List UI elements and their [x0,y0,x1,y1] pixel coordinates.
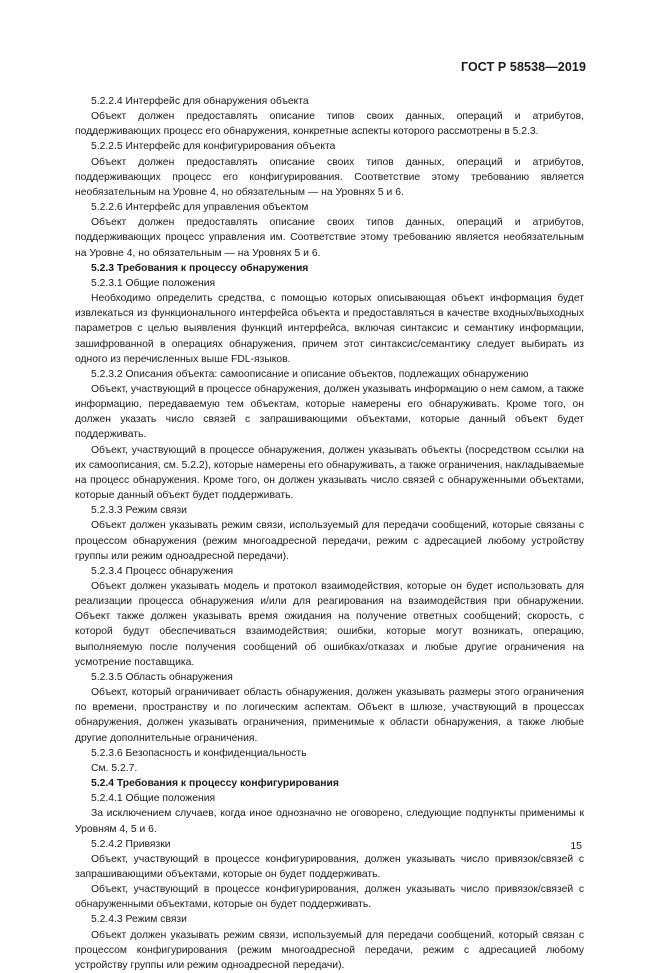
paragraph: За исключением случаев, когда иное однозначно не оговорено, следующие подпункты применимы к Уровням 4, 5 и 6. [75,808,584,835]
paragraph: 5.2.4.1 Общие положения [91,793,216,805]
paragraph: Объект должен указывать режим связи, используемый для передачи сообщений, который связан с процессом конфигурирования (режим многоадресной передачи, режим с адресацией любому устройству группы или режим одноадресной передачи). [75,929,584,971]
paragraph: 5.2.2.5 Интерфейс для конфигурирования объекта [91,141,336,153]
paragraph: Объект, участвующий в процессе конфигурирования, должен указывать число привязок/связей с обнаруженными объектами, которые он будет поддерживать. [75,884,584,911]
section-heading: 5.2.4 Требования к процессу конфигурирования [91,778,339,790]
paragraph: 5.2.3.6 Безопасность и конфиденциальность [91,747,307,759]
document-standard-id: ГОСТ Р 58538—2019 [460,60,586,74]
paragraph: 5.2.2.4 Интерфейс для обнаружения объекта [91,96,309,107]
paragraph: 5.2.3.3 Режим связи [91,505,187,517]
paragraph: Объект, участвующий в процессе обнаружения, должен указывать информацию о нем самом, а также информацию, передаваемую тем объектам, которые намерены его обнаруживать. Кроме того, он должен указать число связей с запрашивающими объектами, которые данный объект будет поддерживать. [75,383,584,441]
paragraph: Объект, участвующий в процессе конфигурирования, должен указывать число привязок/связей с запрашивающими объектами, которые он будет поддерживать. [75,853,584,880]
paragraph: 5.2.3.5 Область обнаружения [91,671,233,683]
paragraph: Объект, участвующий в процессе обнаружения, должен указывать объекты (посредством ссылки на их самоописания, см. 5.2.2), которые намерены его обнаруживать, а также ограничения, накладываемые на процесс обнаружения. Кроме того, он должен указывать число связей с обнаруженными объектами, которые данный объект будет поддерживать. [75,444,584,502]
paragraph: 5.2.3.1 Общие положения [91,277,216,289]
paragraph: 5.2.2.6 Интерфейс для управления объектом [91,202,309,214]
page-number: 15 [570,840,582,852]
paragraph: Объект, который ограничивает область обнаружения, должен указывать размеры этого ограничения по времени, пространству и по логическим аспектам. Объект в шлюзе, участвующий в процессах обнаружения, должен указывать ограничения, применимые к области обнаружения, а также любые другие дополнительные ограничения. [75,687,584,744]
section-heading: 5.2.3 Требования к процессу обнаружения [91,262,309,274]
paragraph: Объект должен предоставлять описание своих типов данных, операций и атрибутов, поддерживающих процесс управления им. Соответствие этому требованию является необязательным на Уровне 4, но обязательным — на Уровнях 5 и 6. [75,217,584,259]
paragraph: Необходимо определить средства, с помощью которых описывающая объект информация будет извлекаться из функционального интерфейса объекта и предоставляться в качестве входных/выходных параметров с целью выявления функций интерфейса, включая синтаксис и семантику информации, зашифрованной в операциях обнаружения, причем этот синтаксис/семантику следует выбирать из одного из перечисленных выше FDL-языков. [75,293,584,365]
paragraph: Объект должен предоставлять описание типов своих данных, операций и атрибутов, поддерживающих процесс его обнаружения, конкретные аспекты которого рассмотрены в 5.2.3. [75,111,584,138]
document-body [75,94,584,973]
paragraph: 5.2.4.3 Режим связи [91,914,187,926]
paragraph: См. 5.2.7. [91,762,138,774]
paragraph: 5.2.3.4 Процесс обнаружения [91,565,234,577]
paragraph: Объект должен указывать режим связи, используемый для передачи сообщений, которые связаны с процессом обнаружения (режим многоадресной передачи, режим с адресацией любому устройству группы или режим одноадресной передачи). [75,520,584,562]
paragraph: 5.2.3.2 Описания объекта: самоописание и описание объектов, подлежащих обнаружению [91,368,529,380]
paragraph: 5.2.4.2 Привязки [91,838,171,850]
paragraph: Объект должен указывать модель и протокол взаимодействия, которые он будет использовать для реализации процесса обнаружения и/или для реагирования на взаимодействия при обнаружении. Объект также должен указывать время ожидания на получение ответных сообщений; скорость, с которой будут обеспечиваться взаимодействия; ошибки, которые могут возникать, операцию, выполняемую после получения сообщений об ошибках/отказах и любые другие ограничения на усмотрение поставщика. [75,581,584,668]
paragraph: Объект должен предоставлять описание своих типов данных, операций и атрибутов, поддерживающих процесс его конфигурирования. Соответствие этому требованию является необязательным на Уровне 4, но обязательным — на Уровнях 5 и 6. [75,156,584,198]
